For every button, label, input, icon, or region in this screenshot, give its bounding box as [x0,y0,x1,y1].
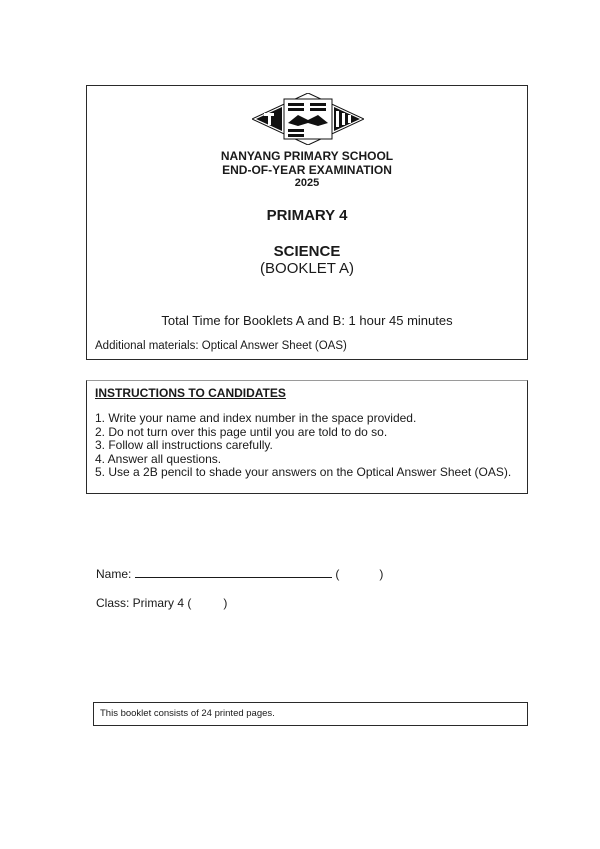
school-crest-icon [252,93,364,145]
additional-materials: Additional materials: Optical Answer Sheet (OAS) [95,340,347,352]
instructions-list [95,412,511,480]
index-close-paren: ) [379,567,384,581]
index-open-paren: ( [335,567,340,581]
class-label: Class: Primary 4 ( [96,596,192,610]
subject-title: SCIENCE [273,243,341,260]
instruction-item: 2. Do not turn over this page until you are told to do so. [95,424,388,439]
exam-name: END-OF-YEAR EXAMINATION [222,163,392,177]
name-field[interactable] [135,568,332,578]
school-name: NANYANG PRIMARY SCHOOL [220,149,394,163]
instruction-item: 1. Write your name and index number in the space provided. [95,411,417,425]
booklet-label: (BOOKLET A) [260,260,354,277]
name-row [96,567,383,581]
instruction-item: 4. Answer all questions. [95,451,222,466]
instructions-title: INSTRUCTIONS TO CANDIDATES [95,386,286,400]
page-count-note: This booklet consists of 24 printed pages. [100,708,275,719]
total-time: Total Time for Booklets A and B: 1 hour 45 minutes [161,313,453,328]
level-title: PRIMARY 4 [266,207,348,224]
instruction-item: 5. Use a 2B pencil to shade your answers on the Optical Answer Sheet (OAS). [95,465,512,479]
instruction-item: 3. Follow all instructions carefully. [95,438,273,452]
exam-year: 2025 [294,177,320,189]
class-row [96,596,227,610]
class-close-paren: ) [223,596,228,610]
name-label: Name: [96,567,132,581]
